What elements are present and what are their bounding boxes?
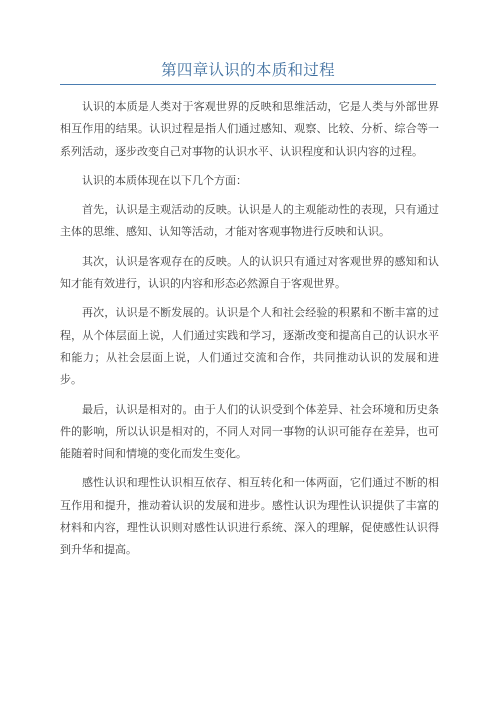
paragraph-second: 其次，认识是客观存在的反映。人的认识只有通过对客观世界的感知和认知才能有效进行，认识的内容和形态必然源自于客观世界。 bbox=[60, 254, 439, 291]
title-underline bbox=[60, 84, 436, 85]
paragraph-intro: 认识的本质是人类对于客观世界的反映和思维活动，它是人类与外部世界相互作用的结果。认识过程是指人们通过感知、观察、比较、分析、综合等一系列活动，逐步改变自己对事物的认识水平、认识程度和认识内容的过程。 bbox=[60, 100, 439, 158]
paragraph-third: 再次，认识是不断发展的。认识是个人和社会经验的积累和不断丰富的过程，从个体层面上说，人们通过实践和学习，逐渐改变和提高自己的认识水平和能力；从社会层面上说，人们通过交流和合作，共同推动认识的发展和进步。 bbox=[60, 306, 439, 387]
paragraph-sensory-rational: 感性认识和理性认识相互依存、相互转化和一体两面，它们通过不断的相互作用和提升，推动着认识的发展和进步。感性认识为理性认识提供了丰富的材料和内容，理性认识则对感性认识进行系统、深入的理解，促使感性认识得到升华和提高。 bbox=[60, 476, 439, 557]
paragraph-fourth: 最后，认识是相对的。由于人们的认识受到个体差异、社会环境和历史条件的影响，所以认识是相对的，不同人对同一事物的认识可能存在差异，也可能随着时间和情境的变化而发生变化。 bbox=[60, 402, 439, 461]
paragraph-first: 首先，认识是主观活动的反映。认识是人的主观能动性的表现，只有通过主体的思维、感知、认知等活动，才能对客观事物进行反映和认识。 bbox=[60, 203, 439, 239]
document-body bbox=[60, 96, 439, 569]
page-title: 第四章认识的本质和过程 bbox=[161, 61, 335, 79]
paragraph-aspects-heading: 认识的本质体现在以下几个方面： bbox=[82, 173, 247, 187]
